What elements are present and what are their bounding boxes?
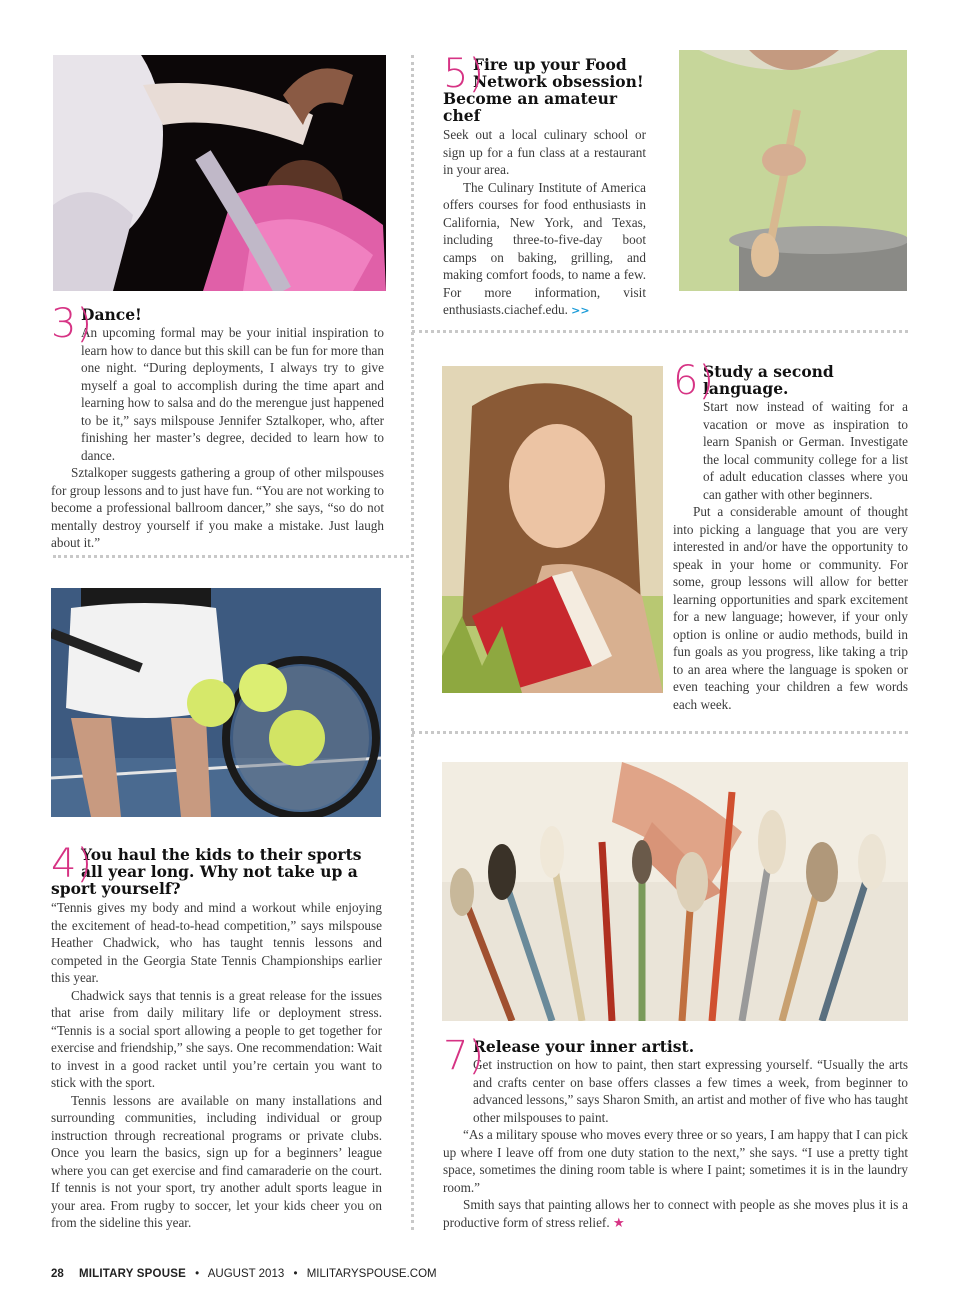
- paragraph: Seek out a local culinary school or sign up for a fun class at a restaurant in your area.: [443, 127, 646, 177]
- section-title: Dance!: [81, 305, 142, 324]
- divider-dotted: [412, 330, 908, 333]
- section-title: Study a second language.: [703, 362, 834, 398]
- section-number: 3): [51, 301, 93, 347]
- section-number: 4): [51, 841, 93, 887]
- divider-dotted-vertical: [411, 55, 414, 1230]
- section-number: 7): [443, 1033, 485, 1079]
- divider-dotted: [412, 731, 908, 734]
- paragraph: Get instruction on how to paint, then start expressing yourself. “Usually the arts and crafts center on base offers classes a few times a week, from beginner to advanced lessons,” says Sharon Smith, an artist and mother of five who has taught other milspouses to paint.: [473, 1057, 908, 1125]
- reading-photo: [442, 366, 663, 693]
- magazine-name: MILITARY SPOUSE: [79, 1268, 186, 1280]
- paragraph: Sztalkoper suggests gathering a group of other milspouses for group lessons and to just have fun. “You are not working to become a professional ballroom dancer,” she says, “so do not mentally destroy yourself if you make a mistake. Just laugh about it.”: [51, 465, 384, 550]
- continue-arrow-icon: >>: [571, 304, 590, 317]
- section-body: [673, 398, 908, 713]
- section-body: [443, 126, 646, 320]
- paragraph: “As a military spouse who moves every three or so years, I am happy that I can pick up where I leave off from one duty station to the next,” she says. “I use a pretty tight space, sometimes the dining room table is where I paint; sometimes it is in the laundry room.”: [443, 1127, 908, 1195]
- section-body: [51, 899, 382, 1232]
- section-title: Fire up your Food Network obsession! Become an amateur chef: [443, 55, 644, 125]
- section-title: Release your inner artist.: [473, 1037, 695, 1056]
- paragraph: The Culinary Institute of America offers courses for food enthusiasts in California, New York, and Texas, including three-to-five-day boot camps on baking, grilling, and making comfort foods, to name a few. For more information, visit enthusiasts.ciachef.edu. >>: [443, 179, 646, 317]
- paintbrush-photo: [442, 762, 908, 1021]
- paragraph: Chadwick says that tennis is a great release for the issues that arise from daily military life or deployment stress. “Tennis is a social sport allowing a people to get together for exercise and friendship,” she says. One recommendation: Wait to invest in a good racket until you’re certain you want to stick with the sport.: [51, 987, 382, 1090]
- section-language: [673, 358, 908, 713]
- paragraph: Put a considerable amount of thought into picking a language that you are very interested in and/or have the opportunity to speak in your home or community. For some, group lessons will allow for better learning opportunities and spark excitement for a new language; however, if your only option is online or audio methods, build in fun goals as you progress, like taking a trip to an area where the language is spoken or even teaching your children a few words each week.: [673, 504, 908, 712]
- page-footer: [51, 1268, 437, 1280]
- section-number: 6): [673, 358, 715, 404]
- section-body: [51, 324, 384, 552]
- paragraph: Tennis lessons are available on many installations and surrounding communities, including individual or group instruction through recreational programs or private clubs. Once you learn the basics, sign up for a beginners’ league where you can get exercise and find camaraderie on the court. If tennis is not your sport, try another adult sports league in your area. From rugby to soccer, let your kids cheer you on from the sideline this year.: [51, 1092, 382, 1230]
- page-number: 28: [51, 1268, 64, 1280]
- section-dance: [51, 301, 384, 552]
- issue-date: AUGUST 2013: [207, 1268, 285, 1280]
- paragraph: Smith says that painting allows her to connect with people as she moves plus it is a productive form of stress relief. ★: [443, 1197, 908, 1231]
- tennis-photo: [51, 588, 381, 817]
- section-body: [443, 1056, 908, 1232]
- section-title: You haul the kids to their sports all year long. Why not take up a sport yourself?: [51, 845, 362, 898]
- section-artist: [443, 1033, 908, 1232]
- website-link[interactable]: MILITARYSPOUSE.COM: [306, 1268, 437, 1280]
- paragraph: An upcoming formal may be your initial inspiration to learn how to dance but this skill can be fun for more than one night. “During deployments, I always try to give myself a goal to accomplish during the time apart and learning how to salsa and do the merengue just happened to be it,” says milspouse Jennifer Sztalkoper, who, after finishing her master’s degree, decided to learn how to dance.: [81, 325, 384, 463]
- divider-dotted: [53, 555, 409, 558]
- cooking-photo: [679, 50, 907, 291]
- section-sport: [51, 841, 382, 1232]
- end-star-icon: ★: [612, 1215, 625, 1231]
- bullet-separator: •: [195, 1268, 200, 1280]
- paragraph: “Tennis gives my body and mind a workout while enjoying the excitement of head-to-head competition,” says milspouse Heather Chadwick, who has taught tennis lessons and competed in the Georgia State Tennis Championships earlier this year.: [51, 900, 382, 985]
- bullet-separator: •: [293, 1268, 298, 1280]
- section-chef: [443, 51, 646, 320]
- dance-photo: [53, 55, 386, 291]
- section-number: 5): [443, 51, 485, 97]
- paragraph: Start now instead of waiting for a vacation or move as inspiration to learn Spanish or German. Investigate the local community college for a list of adult education classes where you can gather with other beginners.: [703, 399, 908, 502]
